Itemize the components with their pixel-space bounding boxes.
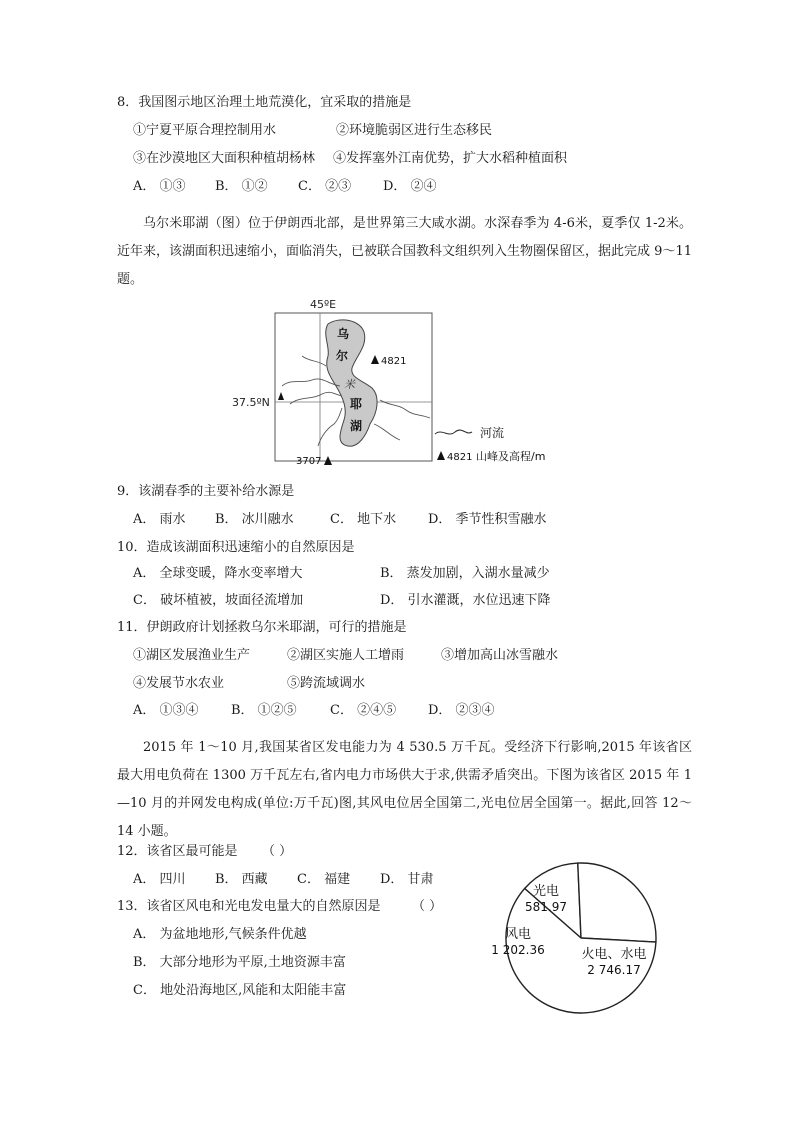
pie-value-solar: 581.97 [525, 900, 567, 914]
q13-option-a: A． 为盆地地形,气候条件优越 [133, 927, 307, 942]
pie-slice-wind [578, 863, 656, 942]
q10-option-b: B． 蒸发加剧，入湖水量减少 [380, 566, 550, 581]
peak-marker-4821 [371, 355, 379, 364]
q13-answer-paren: （ ） [412, 899, 443, 914]
power-composition-pie-chart [491, 858, 666, 1018]
q11-statement-2: ②湖区实施人工增雨 [287, 648, 405, 663]
q9-option-d: D． 季节性积雪融水 [428, 512, 547, 527]
q13-stem: 13．该省区风电和光电发电量大的自然原因是 [117, 899, 381, 914]
q11-statement-3: ③增加高山冰雪融水 [441, 648, 559, 663]
q11-option-b: B． ①②⑤ [231, 703, 297, 718]
q12-option-a: A． 四川 [133, 872, 186, 887]
q10-option-a: A． 全球变暖，降水变率增大 [133, 566, 303, 581]
legend-river-label: 河流 [480, 426, 505, 440]
q12-stem: 12．该省区最可能是 [117, 844, 238, 859]
q12-option-b: B． 西藏 [215, 872, 268, 887]
q12-option-c: C． 福建 [297, 872, 351, 887]
pie-value-wind: 1 202.36 [491, 943, 545, 957]
map-longitude-label: 45ºE [310, 298, 337, 311]
q8-option-b: B． ①② [215, 179, 268, 194]
q13-option-b: B． 大部分地形为平原,土地资源丰富 [133, 955, 346, 970]
legend-peak-label: 山峰及高程/m [476, 450, 546, 463]
pie-label-thermal-hydro: 火电、水电 [581, 947, 647, 962]
q10-option-d: D． 引水灌溉，水位迅速下降 [380, 593, 551, 608]
q8-option-a: A． ①③ [133, 179, 186, 194]
lake-char-2: 尔 [336, 349, 349, 363]
peak-label-3707: 3707 [296, 456, 322, 467]
q11-statement-4: ④发展节水农业 [133, 676, 225, 691]
q11-option-a: A． ①③④ [133, 703, 199, 718]
q11-statement-5: ⑤跨流域调水 [287, 676, 366, 691]
q11-statement-1: ①湖区发展渔业生产 [133, 648, 251, 663]
q11-stem: 11．伊朗政府计划拯救乌尔米耶湖，可行的措施是 [117, 620, 407, 635]
lake-char-1: 乌 [337, 327, 350, 341]
q9-option-b: B． 冰川融水 [215, 512, 294, 527]
q11-option-c: C． ②④⑤ [330, 703, 397, 718]
passage-urmia-text: 乌尔米耶湖（图）位于伊朗西北部，是世界第三大咸水湖。水深春季为 4-6米，夏季仅 1-2米。近年来，该湖面积迅速缩小，面临消失，已被联合国教科文组织列入生物圈保留区，据此完成 9～11题。 [117, 216, 692, 287]
q12-answer-paren: （ ） [262, 844, 293, 859]
q8-statement-1: ①宁夏平原合理控制用水 [133, 123, 277, 138]
q13-option-c: C． 地处沿海地区,风能和太阳能丰富 [133, 983, 347, 998]
pie-label-wind: 风电 [504, 927, 532, 942]
pie-value-thermal-hydro: 2 746.17 [587, 963, 641, 977]
pie-label-solar: 光电 [532, 884, 560, 899]
peak-marker-west [278, 392, 284, 400]
legend-river-symbol [435, 430, 472, 434]
peak-label-4821: 4821 [381, 356, 407, 367]
q9-stem: 9．该湖春季的主要补给水源是 [117, 484, 295, 499]
passage-power-text: 2015 年 1～10 月,我国某省区发电能力为 4 530.5 万千瓦。受经济下行影响,2015 年该省区最大用电负荷在 1300 万千瓦左右,省内电力市场供大于求,供需矛盾突出。下图为该省区 2015 年 1—10 月的并网发电构成(单位:万千瓦)图,其风电位居全国第二,光电位居全国第一。据此,回答 12～14 小题。 [117, 740, 692, 839]
q9-option-c: C． 地下水 [330, 512, 397, 527]
lake-char-3: 米 [344, 378, 355, 391]
legend-peak-value: 4821 [447, 452, 473, 463]
q10-option-c: C． 破坏植被，坡面径流增加 [133, 593, 304, 608]
q8-statement-4: ④发挥塞外江南优势，扩大水稻种植面积 [333, 151, 568, 166]
q9-option-a: A． 雨水 [133, 512, 186, 527]
urmia-lake-map [230, 296, 546, 467]
passage-urmia [117, 210, 692, 294]
q8-stem: 8．我国图示地区治理土地荒漠化，宜采取的措施是 [117, 95, 412, 110]
q11-option-d: D． ②③④ [428, 703, 495, 718]
q8-option-d: D． ②④ [383, 179, 437, 194]
lake-char-4: 耶 [350, 397, 363, 411]
q10-stem: 10．造成该湖面积迅速缩小的自然原因是 [117, 540, 355, 555]
q8-statement-2: ②环境脆弱区进行生态移民 [336, 123, 493, 138]
q8-option-c: C． ②③ [298, 179, 352, 194]
lake-char-5: 湖 [350, 419, 363, 433]
q8-statement-3: ③在沙漠地区大面积种植胡杨林 [133, 151, 316, 166]
legend-peak-symbol [437, 451, 445, 460]
q12-option-d: D． 甘肃 [380, 872, 434, 887]
passage-power [117, 734, 692, 846]
map-latitude-label: 37.5ºN [232, 396, 270, 409]
